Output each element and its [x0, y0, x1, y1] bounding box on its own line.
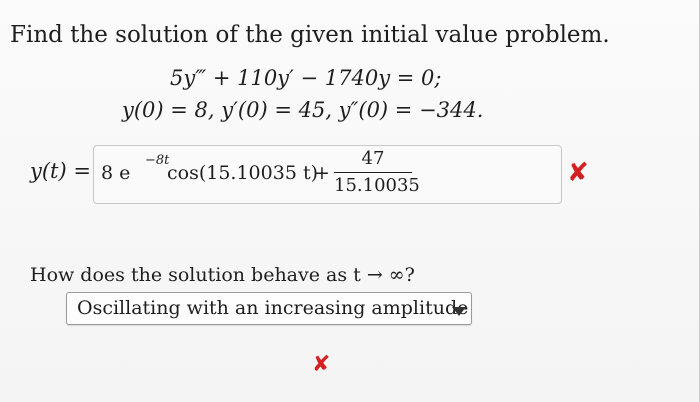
answer-input[interactable]	[93, 145, 562, 204]
behavior-dropdown[interactable]	[66, 292, 472, 325]
differential-equation: 5y‴ + 110y′ − 1740y = 0;	[170, 66, 442, 90]
dropdown-selected-value: Oscillating with an increasing amplitude	[77, 297, 469, 319]
initial-conditions: y(0) = 8, y′(0) = 45, y″(0) = −344.	[122, 98, 484, 122]
answer-fraction	[334, 148, 420, 197]
incorrect-cross-icon-2: ✘	[312, 352, 331, 377]
problem-prompt: Find the solution of the given initial value problem.	[10, 22, 610, 48]
dropdown-caret-icon[interactable]	[452, 307, 466, 316]
fraction-bar	[334, 172, 412, 173]
answer-cosine-term: cos(15.10035 t)	[167, 162, 318, 184]
answer-exponent: −8t	[145, 153, 170, 168]
incorrect-cross-icon: ✘	[567, 158, 589, 188]
answer-label: y(t) =	[30, 159, 91, 183]
fraction-denominator: 15.10035	[334, 175, 420, 196]
behavior-question: How does the solution behave as t → ∞?	[30, 264, 415, 286]
fraction-numerator: 47	[361, 148, 385, 169]
answer-plus: +	[314, 162, 330, 184]
answer-coefficient: 8 e	[101, 162, 131, 184]
